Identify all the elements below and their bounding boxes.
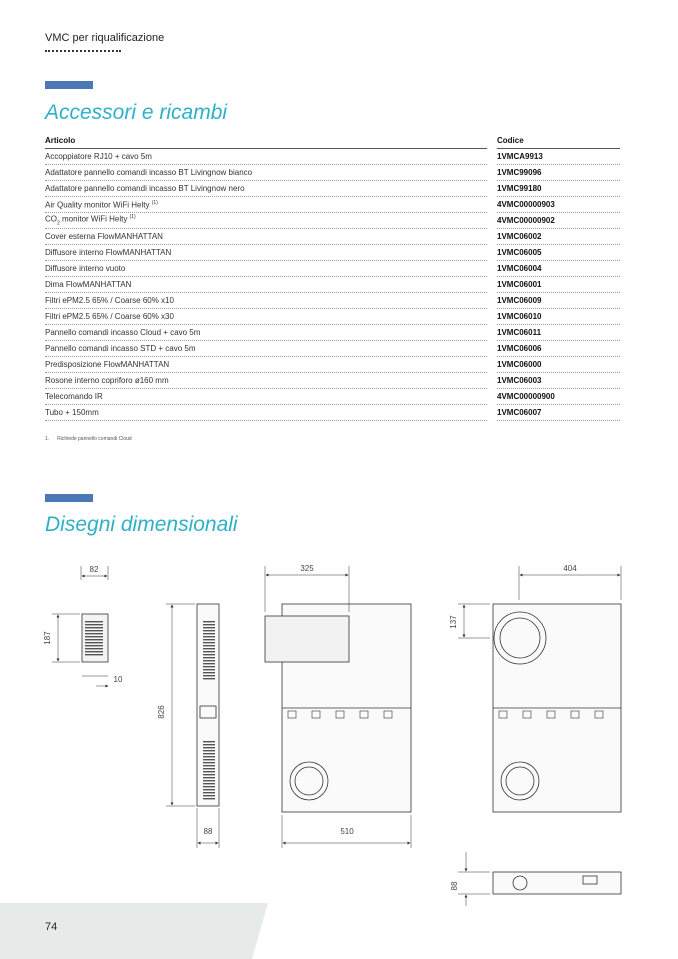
code-cell: 1VMC99180 xyxy=(497,181,620,197)
footnote-ref: (1) xyxy=(151,199,158,206)
code-cell: 4VMC00000903 xyxy=(497,197,620,213)
document-header: VMC per riqualificazione xyxy=(45,32,165,44)
code-cell: 1VMC06002 xyxy=(497,229,620,245)
footer-band xyxy=(0,903,268,959)
code-cell: 1VMC06006 xyxy=(497,341,620,357)
rear-unit-drawing xyxy=(458,566,621,812)
article-cell: Rosone interno copriforo ø160 mm xyxy=(45,373,487,389)
dim-rear-hole: 137 xyxy=(449,615,458,629)
dim-cover-height: 187 xyxy=(43,631,52,645)
code-cell: 1VMC06009 xyxy=(497,293,620,309)
dim-bottom-depth: 88 xyxy=(450,881,459,891)
article-cell: Filtri ePM2.5 65% / Coarse 60% x10 xyxy=(45,293,487,309)
article-cell: Predisposizione FlowMANHATTAN xyxy=(45,357,487,373)
article-cell: Adattatore pannello comandi incasso BT Livingnow bianco xyxy=(45,165,487,181)
code-cell: 1VMC06004 xyxy=(497,261,620,277)
code-cell: 1VMCA9913 xyxy=(497,149,620,165)
footnote-marker: 1. xyxy=(45,436,50,442)
dim-rear-width: 404 xyxy=(563,564,577,573)
column-header-code: Codice xyxy=(497,133,620,149)
page-number: 74 xyxy=(45,921,58,933)
article-cell: Telecomando IR xyxy=(45,389,487,405)
section-title-accessories: Accessori e ricambi xyxy=(45,101,228,124)
article-cell: Tubo + 150mm xyxy=(45,405,487,421)
article-cell: Adattatore pannello comandi incasso BT Livingnow nero xyxy=(45,181,487,197)
article-cell: Diffusore interno FlowMANHATTAN xyxy=(45,245,487,261)
bottom-view-drawing xyxy=(458,852,621,906)
front-unit-drawing xyxy=(265,566,411,848)
dim-front-width-top: 325 xyxy=(300,564,314,573)
cover-drawing xyxy=(52,566,108,686)
article-cell: Pannello comandi incasso STD + cavo 5m xyxy=(45,341,487,357)
section-title-drawings: Disegni dimensionali xyxy=(45,513,238,536)
code-cell: 4VMC00000900 xyxy=(497,389,620,405)
article-cell: Diffusore interno vuoto xyxy=(45,261,487,277)
column-header-article: Articolo xyxy=(45,133,487,149)
side-unit-drawing xyxy=(166,604,219,848)
footnote-text: Richiede pannello comandi Cloud xyxy=(57,436,132,442)
dim-unit-height: 826 xyxy=(157,705,166,719)
code-cell: 1VMC06007 xyxy=(497,405,620,421)
dim-front-width-bottom: 510 xyxy=(340,827,354,836)
code-cell: 1VMC06005 xyxy=(497,245,620,261)
article-cell: $CO_2$ monitor WiFi Helty $^{(1)}$ xyxy=(45,213,487,229)
code-cell: 1VMC06001 xyxy=(497,277,620,293)
code-cell: 1VMC99096 xyxy=(497,165,620,181)
code-cell: 1VMC06003 xyxy=(497,373,620,389)
footnote-ref: (1) xyxy=(129,214,136,221)
article-cell: Pannello comandi incasso Cloud + cavo 5m xyxy=(45,325,487,341)
dim-cover-depth: 10 xyxy=(113,675,123,684)
dim-unit-depth: 88 xyxy=(203,827,213,836)
code-cell: 1VMC06000 xyxy=(497,357,620,373)
article-cell: Air Quality monitor WiFi Helty $^{(1)}$ xyxy=(45,197,487,213)
article-cell: Accoppiatore RJ10 + cavo 5m xyxy=(45,149,487,165)
article-cell: Dima FlowMANHATTAN xyxy=(45,277,487,293)
article-cell: Filtri ePM2.5 65% / Coarse 60% x30 xyxy=(45,309,487,325)
dim-cover-width: 82 xyxy=(89,565,99,574)
code-cell: 1VMC06011 xyxy=(497,325,620,341)
code-cell: 4VMC00000902 xyxy=(497,213,620,229)
article-cell: Cover esterna FlowMANHATTAN xyxy=(45,229,487,245)
code-cell: 1VMC06010 xyxy=(497,309,620,325)
